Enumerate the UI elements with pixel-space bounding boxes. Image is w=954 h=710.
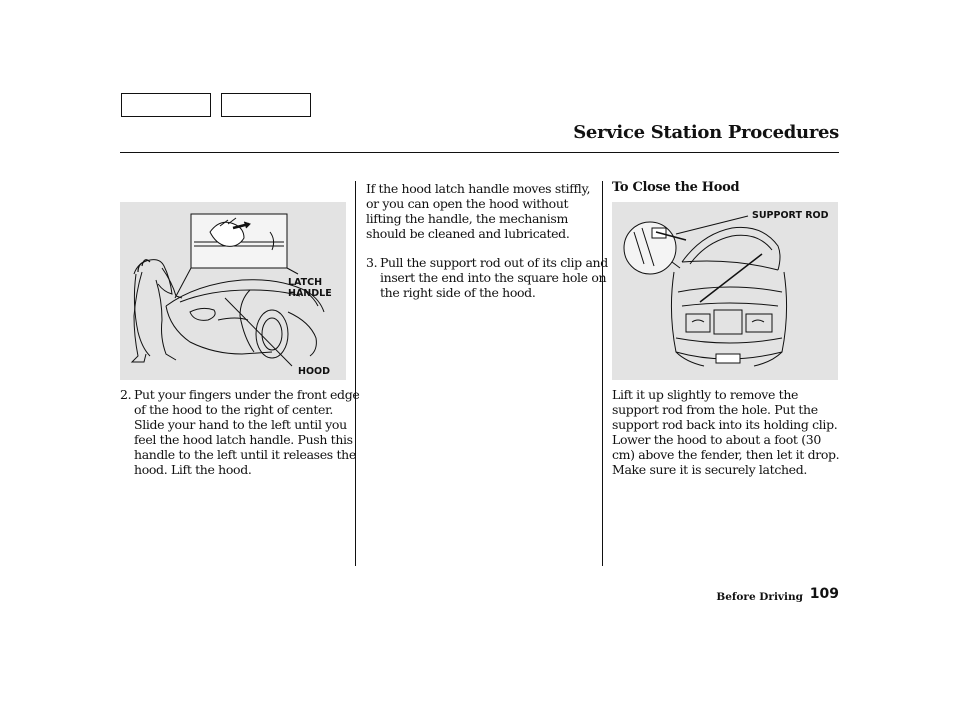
step-number: 3. [366,255,378,270]
footer-section-name: Before Driving [716,591,803,603]
section-heading: To Close the Hood [612,180,740,195]
hood-label: HOOD [298,366,330,377]
support-rod-label: SUPPORT ROD [752,210,829,221]
latch-handle-label: LATCH HANDLE [288,277,332,299]
step-3 [366,255,608,300]
hood-latch-illustration [120,202,346,380]
step-text: Pull the support rod out of its clip and insert the end into the square hole on the right side of the hood. [380,255,608,300]
title-rule [120,152,839,153]
support-rod-drawing [612,202,838,380]
close-hood-paragraph: Lift it up slightly to remove the support rod from the hole. Put the support rod back into its holding clip. Lower the hood to about a foot (30 cm) above the fender, then let it drop. Make sure it is securely latched. [612,387,840,477]
step-text: Put your fingers under the front edge of the hood to the right of center. Slide your hand to the left until you feel the hood latch handle. Push this handle to the left until it releases the hood. Lift the hood. [134,387,360,477]
page-number: 109 [809,586,839,602]
column-divider [602,181,603,566]
column-divider [355,181,356,566]
support-rod-illustration [612,202,838,380]
step-2 [120,387,366,477]
nav-tab-box[interactable] [121,93,211,117]
step-number: 2. [120,387,132,402]
page-title: Service Station Procedures [573,122,839,143]
intro-paragraph: If the hood latch handle moves stiffly, or you can open the hood without lifting the handle, the mechanism should be cleaned and lubricated. [366,181,591,241]
nav-tab-box[interactable] [221,93,311,117]
